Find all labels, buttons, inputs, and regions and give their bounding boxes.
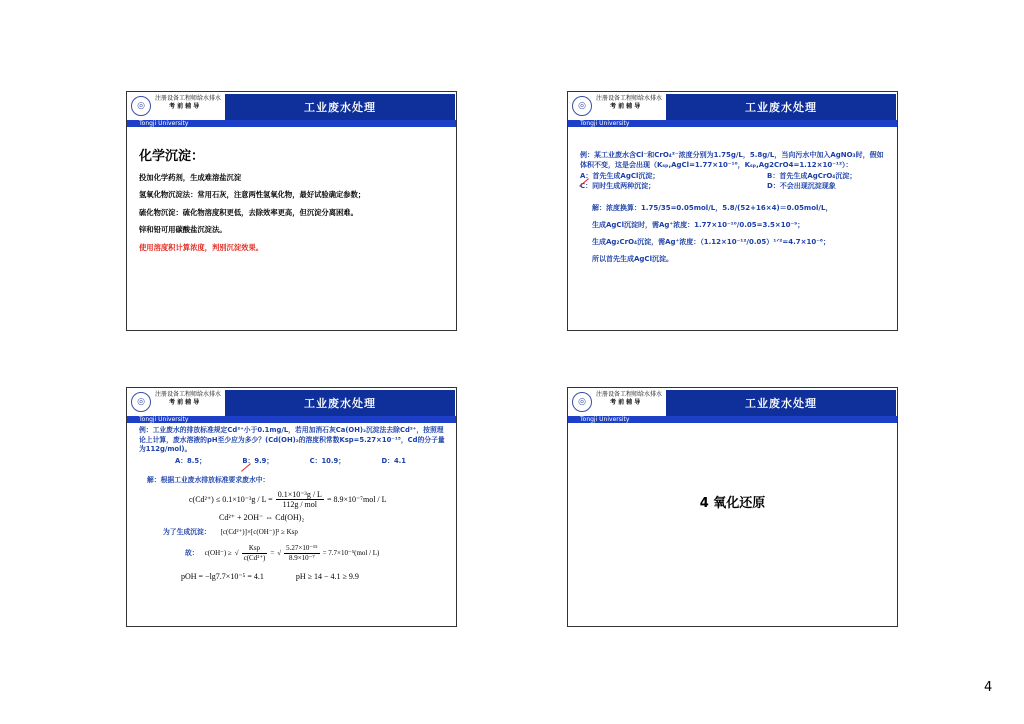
equation-5-6: pOH = −lg7.7×10⁻⁵ = 4.1 pH ≥ 14 − 4.1 ≥ 9.9	[181, 571, 359, 581]
option-b: B：首先生成AgCrO₄沉淀；	[767, 172, 857, 180]
option-c: C：同时生成两种沉淀；	[580, 182, 656, 190]
university-logo-icon: ◎	[572, 96, 592, 116]
slide-3	[126, 387, 457, 627]
university-logo-icon: ◎	[572, 392, 592, 412]
option-d: D：4.1	[381, 456, 406, 465]
slide-header	[127, 92, 456, 128]
option-b: B：9.9；	[242, 456, 274, 465]
highlight-paragraph: 使用溶度积计算浓度，判别沉淀效果。	[139, 242, 264, 252]
paragraph: 氢氧化物沉淀法：常用石灰，注意两性氢氧化物，最好试验确定参数；	[139, 190, 366, 199]
equation-2: Cd²⁺ + 2OH⁻ ⇔ Cd(OH)₂	[219, 512, 305, 522]
option-a: A：8.5；	[175, 456, 206, 465]
question-text: 例：工业废水的排放标准规定Cd²⁺小于0.1mg/L，若用加消石灰Ca(OH)₂沉淀法去除Cd²⁺，按照理论上计算，废水溶液的pH至少应为多少？(Cd(OH)₂的溶度积常数Ksp=5.27×10⁻¹⁵，Cd的分子量为112g/mol)。	[139, 426, 445, 453]
equation-1: c(Cd²⁺) ≤ 0.1×10⁻³g / L = $\frac{\text{0.1×10⁻³g / L}}{\text{112g / mol}}$ = 8.9×10⁻⁷mol / L	[189, 489, 387, 509]
option-d: D：不会出现沉淀现象	[767, 182, 836, 190]
question-text: 例：某工业废水含Cl⁻和CrO₄²⁻浓度分别为1.75g/L，5.8g/L，当向污水中加入AgNO₃时，假如体积不变，这是会出现（Kₛₚ,AgCl=1.77×10⁻¹⁰，Kₛₚ,Ag2CrO4=1.12×10⁻¹²）：	[580, 151, 884, 169]
tongji-bar: Tongji University	[568, 120, 897, 127]
org-name: 注册设备工程师给水排水 考 前 辅 导	[155, 391, 222, 406]
slide-title-banner: 工业废水处理	[666, 94, 896, 120]
solution-line: 生成Ag₂CrO₄沉淀，需Ag⁺浓度：（1.12×10⁻¹²/0.05）¹ᐟ²=4.7×10⁻⁶；	[592, 238, 830, 246]
options-row	[580, 181, 887, 191]
slide-title-banner: 工业废水处理	[225, 94, 455, 120]
slide-header	[568, 92, 897, 128]
slide-4	[567, 387, 898, 627]
tongji-bar: Tongji University	[127, 120, 456, 127]
slide-title-banner: 工业废水处理	[225, 390, 455, 416]
org-name: 注册设备工程师给水排水 考 前 辅 导	[155, 95, 222, 110]
solution-intro: 解：根据工业废水排放标准要求废水中：	[147, 476, 270, 484]
paragraph: 锌和铅可用碳酸盐沉淀法。	[139, 225, 227, 234]
paragraph: 投加化学药剂，生成难溶盐沉淀	[139, 172, 242, 182]
option-a: A：首先生成AgCl沉淀；	[580, 172, 660, 180]
slide-title-banner: 工业废水处理	[666, 390, 896, 416]
precipitation-condition: 为了生成沉淀： [c(Cd²⁺)]×[c(OH⁻)]² ≥ Ksp	[163, 528, 298, 536]
option-c: C：10.9；	[309, 456, 346, 465]
org-name: 注册设备工程师给水排水 考 前 辅 导	[596, 391, 663, 406]
options-row	[580, 171, 887, 181]
university-logo-icon: ◎	[131, 392, 151, 412]
tongji-bar: Tongji University	[127, 416, 456, 423]
page-number: 4	[984, 680, 993, 695]
org-name: 注册设备工程师给水排水 考 前 辅 导	[596, 95, 663, 110]
solution-line: 所以首先生成AgCl沉淀。	[592, 255, 673, 263]
slide-2	[567, 91, 898, 331]
equation-4: 故： c(OH⁻) ≥ √ $\frac{\text{Ksp}}{\text{c(Cd²⁺)}}$ = √ $\frac{\text{5.27×10⁻¹⁵}}{\text{8.9×10⁻⁷}}$ = 7.7×10⁻⁵(mol / L)	[185, 543, 380, 562]
tongji-bar: Tongji University	[568, 416, 897, 423]
paragraph: 硫化物沉淀：硫化物溶度积更低，去除效率更高，但沉淀分离困难。	[139, 207, 358, 217]
slide-1	[126, 91, 457, 331]
slide-header	[568, 388, 897, 424]
solution-line: 解：浓度换算：1.75/35=0.05mol/L，5.8/(52+16×4)＝0.05mol/L，	[592, 204, 833, 212]
options-row	[139, 455, 446, 467]
solution-line: 生成AgCl沉淀时，需Ag⁺浓度：1.77×10⁻¹⁰/0.05=3.5×10⁻⁹；	[592, 221, 805, 229]
slide-header	[127, 388, 456, 424]
solution-block	[580, 203, 887, 264]
section-title: 4 氧化还原	[699, 496, 766, 511]
university-logo-icon: ◎	[131, 96, 151, 116]
slide-heading: 化学沉淀：	[139, 149, 205, 164]
